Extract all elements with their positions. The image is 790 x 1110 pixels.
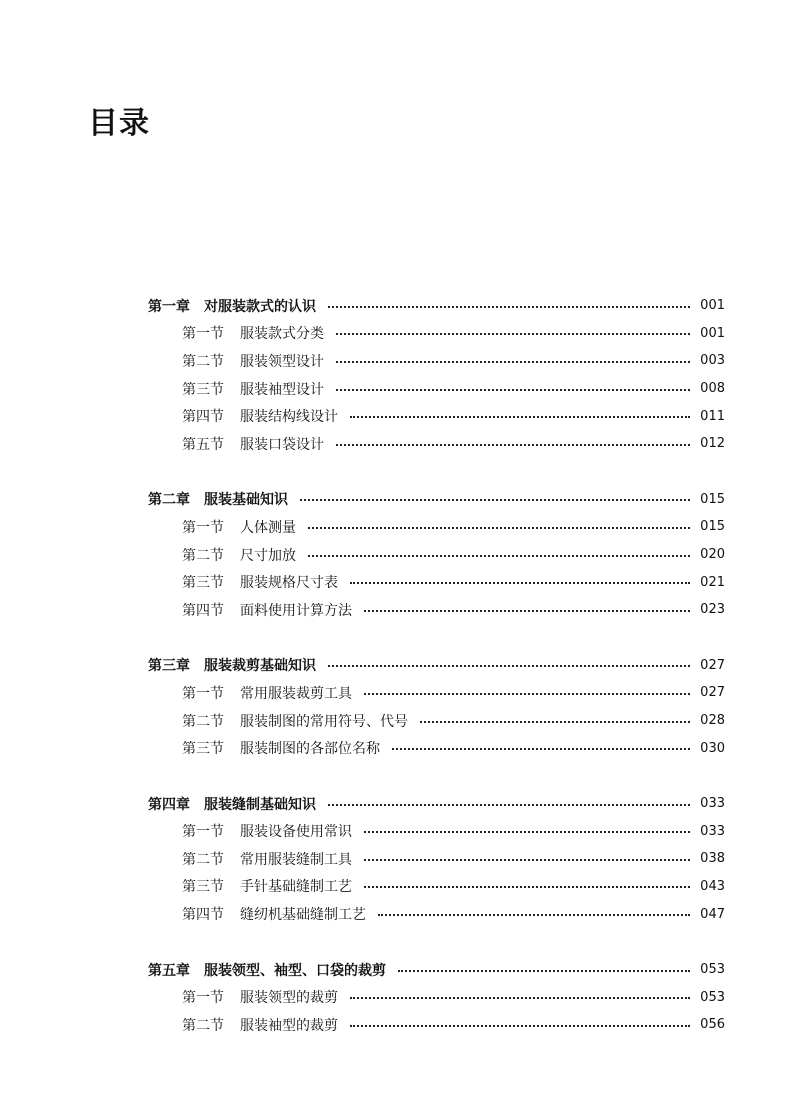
section-entry-title: 尺寸加放 <box>240 547 296 564</box>
section-entry-number: 第二节 <box>182 353 224 370</box>
chapter-entry-number: 第四章 <box>148 796 190 813</box>
section-entry-page-number: 012 <box>700 436 725 452</box>
section-entry[interactable] <box>148 734 725 762</box>
section-entry-title: 服装领型的裁剪 <box>240 990 338 1007</box>
chapter-entry[interactable] <box>148 956 725 984</box>
dot-leader <box>328 306 690 308</box>
section-entry[interactable] <box>148 430 725 458</box>
chapter-entry-page-number: 033 <box>700 796 725 812</box>
section-entry-page-number: 003 <box>700 353 725 369</box>
section-entry-title: 缝纫机基础缝制工艺 <box>240 907 366 924</box>
chapter-entry-number: 第二章 <box>148 492 190 509</box>
dot-leader <box>364 693 690 695</box>
dot-leader <box>300 499 690 501</box>
chapter-block <box>148 956 725 1039</box>
dot-leader <box>350 1025 690 1027</box>
section-entry-page-number: 023 <box>700 602 725 618</box>
section-entry-number: 第二节 <box>182 1017 224 1034</box>
chapter-block <box>148 790 725 928</box>
section-entry-number: 第三节 <box>182 381 224 398</box>
chapter-block <box>148 486 725 624</box>
section-entry-page-number: 033 <box>700 823 725 839</box>
dot-leader <box>336 389 690 391</box>
section-entry-number: 第一节 <box>182 990 224 1007</box>
dot-leader <box>378 914 690 916</box>
chapter-entry-page-number: 015 <box>700 491 725 507</box>
chapter-entry-title: 服装领型、袖型、口袋的裁剪 <box>204 962 386 979</box>
dot-leader <box>350 997 690 999</box>
section-entry-title: 服装袖型的裁剪 <box>240 1017 338 1034</box>
chapter-block <box>148 652 725 762</box>
chapter-entry-number: 第三章 <box>148 658 190 675</box>
dot-leader <box>364 859 690 861</box>
chapter-entry-number: 第一章 <box>148 298 190 315</box>
chapter-entry-number: 第五章 <box>148 962 190 979</box>
section-entry[interactable] <box>148 983 725 1011</box>
dot-leader <box>308 555 690 557</box>
section-entry-number: 第一节 <box>182 685 224 702</box>
section-entry-title: 常用服装缝制工具 <box>240 851 352 868</box>
section-entry-page-number: 027 <box>700 685 725 701</box>
dot-leader <box>350 582 690 584</box>
section-entry-number: 第二节 <box>182 713 224 730</box>
section-entry-number: 第五节 <box>182 436 224 453</box>
dot-leader <box>364 831 690 833</box>
section-entry[interactable] <box>148 541 725 569</box>
dot-leader <box>364 886 690 888</box>
section-entry[interactable] <box>148 818 725 846</box>
section-entry[interactable] <box>148 402 725 430</box>
section-entry-title: 服装领型设计 <box>240 353 324 370</box>
section-entry[interactable] <box>148 707 725 735</box>
chapter-entry[interactable] <box>148 486 725 514</box>
chapter-entry-page-number: 001 <box>700 298 725 314</box>
dot-leader <box>398 970 690 972</box>
section-entry-title: 服装款式分类 <box>240 326 324 343</box>
section-entry-number: 第四节 <box>182 602 224 619</box>
section-entry-title: 人体测量 <box>240 519 296 536</box>
section-entry[interactable] <box>148 1011 725 1039</box>
section-entry-title: 服装设备使用常识 <box>240 824 352 841</box>
dot-leader <box>328 665 690 667</box>
section-entry-page-number: 056 <box>700 1017 725 1033</box>
chapter-entry-title: 服装缝制基础知识 <box>204 796 316 813</box>
chapter-entry-title: 服装基础知识 <box>204 492 288 509</box>
section-entry-number: 第四节 <box>182 409 224 426</box>
section-entry-page-number: 043 <box>700 878 725 894</box>
section-entry-title: 面料使用计算方法 <box>240 602 352 619</box>
chapter-entry-title: 服装裁剪基础知识 <box>204 658 316 675</box>
dot-leader <box>336 333 690 335</box>
section-entry-number: 第一节 <box>182 519 224 536</box>
section-entry[interactable] <box>148 375 725 403</box>
section-entry-title: 服装规格尺寸表 <box>240 575 338 592</box>
dot-leader <box>364 610 690 612</box>
section-entry[interactable] <box>148 347 725 375</box>
chapter-entry[interactable] <box>148 652 725 680</box>
section-entry-title: 服装口袋设计 <box>240 436 324 453</box>
section-entry[interactable] <box>148 320 725 348</box>
section-entry-page-number: 011 <box>700 408 725 424</box>
section-entry-number: 第二节 <box>182 851 224 868</box>
section-entry-number: 第二节 <box>182 547 224 564</box>
dot-leader <box>392 748 690 750</box>
section-entry-number: 第四节 <box>182 907 224 924</box>
section-entry-number: 第三节 <box>182 575 224 592</box>
dot-leader <box>336 444 690 446</box>
section-entry-page-number: 021 <box>700 574 725 590</box>
dot-leader <box>336 361 690 363</box>
chapter-entry-page-number: 053 <box>700 962 725 978</box>
section-entry-page-number: 015 <box>700 519 725 535</box>
section-entry-page-number: 020 <box>700 547 725 563</box>
section-entry[interactable] <box>148 596 725 624</box>
section-entry-page-number: 047 <box>700 906 725 922</box>
section-entry-title: 服装袖型设计 <box>240 381 324 398</box>
section-entry-number: 第三节 <box>182 741 224 758</box>
chapter-entry-title: 对服装款式的认识 <box>204 298 316 315</box>
section-entry-page-number: 008 <box>700 381 725 397</box>
dot-leader <box>328 804 690 806</box>
dot-leader <box>350 416 690 418</box>
section-entry[interactable] <box>148 900 725 928</box>
section-entry-title: 常用服装裁剪工具 <box>240 685 352 702</box>
section-entry[interactable] <box>148 679 725 707</box>
section-entry-number: 第三节 <box>182 879 224 896</box>
section-entry-title: 服装制图的各部位名称 <box>240 741 380 758</box>
section-entry-page-number: 001 <box>700 325 725 341</box>
section-entry-title: 手针基础缝制工艺 <box>240 879 352 896</box>
section-entry-page-number: 030 <box>700 740 725 756</box>
section-entry-number: 第一节 <box>182 824 224 841</box>
section-entry[interactable] <box>148 873 725 901</box>
chapter-block <box>148 292 725 458</box>
section-entry-number: 第一节 <box>182 326 224 343</box>
section-entry[interactable] <box>148 513 725 541</box>
section-entry[interactable] <box>148 568 725 596</box>
page-title: 目录 <box>88 106 150 141</box>
dot-leader <box>420 721 690 723</box>
section-entry-page-number: 053 <box>700 989 725 1005</box>
section-entry-title: 服装制图的常用符号、代号 <box>240 713 408 730</box>
section-entry-title: 服装结构线设计 <box>240 409 338 426</box>
chapter-entry-page-number: 027 <box>700 657 725 673</box>
section-entry-page-number: 028 <box>700 713 725 729</box>
table-of-contents <box>148 292 725 1067</box>
chapter-entry[interactable] <box>148 790 725 818</box>
section-entry-page-number: 038 <box>700 851 725 867</box>
dot-leader <box>308 527 690 529</box>
chapter-entry[interactable] <box>148 292 725 320</box>
section-entry[interactable] <box>148 845 725 873</box>
